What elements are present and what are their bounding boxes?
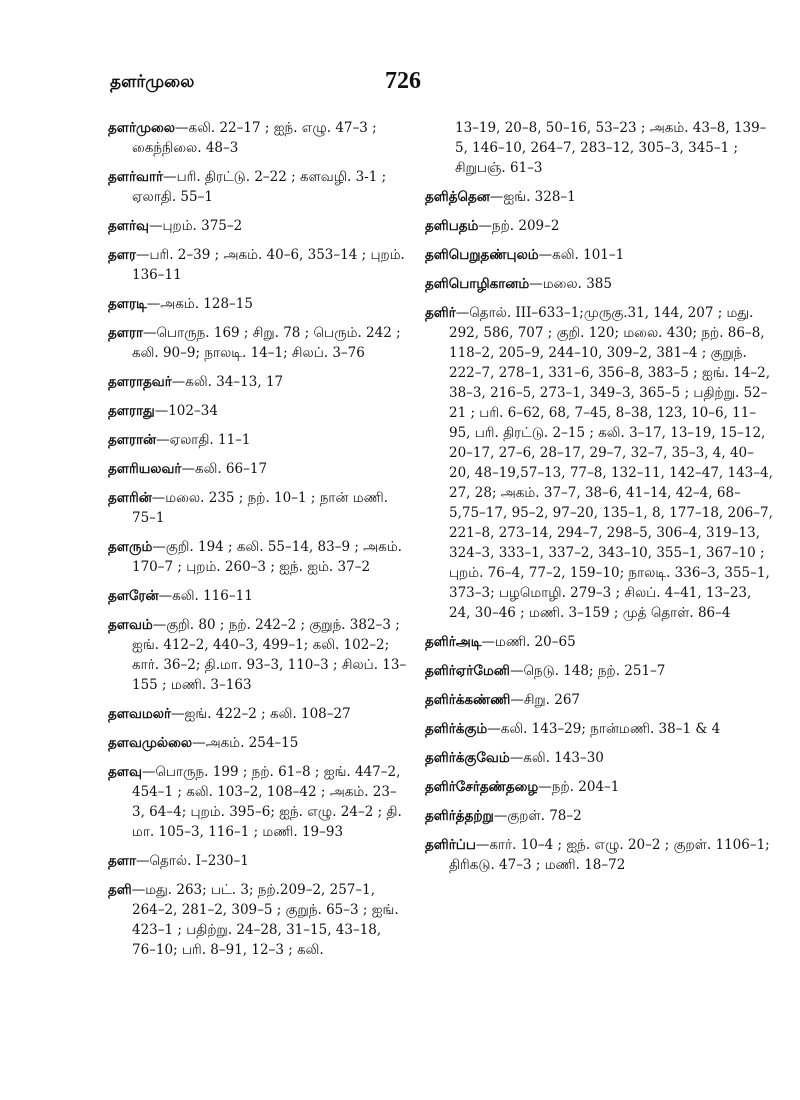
index-entry: [108, 880, 408, 960]
entry-references: —கலி. 101–1: [538, 247, 625, 263]
entry-references: —மது. 263; பட். 3; நற்.209–2, 257–1, 264–2, 281–2, 309–5 ; குறுந். 65–3 ; ஐங். 423–1 ; பதிற்று. 24–28, 31–15, 43–18, 76–10; பரி. 8–91, 12–3 ; கலி.: [131, 882, 399, 958]
entry-headword: தளிர்க்குவேம்: [425, 750, 510, 766]
running-head: தளர்முலை: [110, 72, 195, 92]
right-column: [425, 118, 775, 884]
entry-headword: தளவு: [108, 764, 142, 780]
entry-headword: தளிபொழிகானம்: [425, 276, 530, 292]
index-entry: [425, 777, 775, 797]
entry-references: —புறம். 375–2: [148, 218, 243, 234]
entry-references: —நெடு. 148; நற். 251–7: [509, 663, 666, 679]
entry-references: —பொருந. 199 ; நற். 61–8 ; ஐங். 447–2, 454–1 ; கலி. 103–2, 108–42 ; அகம். 23–3, 64–4; புறம். 395–6; ஐந். எழு. 24–2 ; தி. மா. 105–3, 116–1 ; மணி. 19–93: [132, 764, 402, 840]
entry-headword: தளிர்க்கண்ணி: [425, 692, 511, 708]
entry-headword: தளராதவர்: [108, 374, 172, 390]
entry-references: —ஐங். 422–2 ; கலி. 108–27: [171, 706, 351, 722]
entry-references: —ஐங். 328–1: [489, 189, 576, 205]
index-entry: [108, 118, 408, 158]
entry-references: —தொல். III–633–1;முருகு.31, 144, 207 ; மது. 292, 586, 707 ; குறி. 120; மலை. 430; நற். 86–8, 118–2, 205–9, 244–10, 309–2, 381–4 ; குறுந். 222–7, 278–1, 331–6, 356–8, 383–5 ; ஐங். 14–2, 38–3, 216–5, 273–1, 349–3, 365–5 ; பதிற்று. 52–21 ; பரி. 6–62, 68, 7–45, 8–38, 123, 10–6, 11–95, பரி. திரட்டு. 2–15 ; கலி. 3–17, 13–19, 15–12, 20–17, 27–6, 28–17, 29–7, 32–7, 35–3, 4, 40–20, 48–19,57–13, 77–8, 132–11, 142–47, 143–4, 27, 28; அகம். 37–7, 38–6, 41–14, 42–4, 68–5,75–17, 95–2, 97–20, 135–1, 8, 177–18, 206–7, 221–8, 273–14, 294–7, 298–5, 306–4, 319–13, 324–3, 333–1, 337–2, 343–10, 355–1, 367–10 ; புறம். 76–4, 77–2, 159–10; நாலடி. 336–3, 355–1, 373–3; பழமொழி. 279–3 ; சிலப். 4–41, 13–23, 24, 30–46 ; மணி. 3–159 ; முத் தொள். 86–4: [449, 305, 773, 621]
index-entry: [425, 303, 775, 623]
entry-references: —குறள். 78–2: [493, 808, 582, 824]
index-entry: [425, 690, 775, 710]
entry-headword: தளர்முலை: [108, 120, 175, 136]
index-entry: [108, 430, 408, 450]
index-entry: [108, 216, 408, 236]
index-entry: [108, 615, 408, 695]
entry-headword: தளி: [108, 882, 132, 898]
index-entry: [108, 537, 408, 577]
entry-references: —102–34: [154, 403, 218, 419]
index-entry: [425, 835, 775, 875]
entry-references: —கலி. 34–13, 17: [171, 374, 284, 390]
index-entry: [425, 748, 775, 768]
entry-references: —பரி. திரட்டு. 2–22 ; களவழி. 3-1 ; ஏலாதி. 55–1: [132, 169, 387, 205]
entry-headword: தளரா: [108, 325, 144, 341]
entry-references: —கலி. 66–17: [181, 461, 268, 477]
entry-headword: தளித்தென: [425, 189, 490, 205]
entry-headword: தளிர்ப்ப: [425, 837, 476, 853]
index-entry: [425, 661, 775, 681]
entry-headword: தளிர்அடி: [425, 634, 482, 650]
entry-references: —அகம். 254–15: [192, 735, 299, 751]
entry-headword: தளவமலர்: [108, 706, 172, 722]
index-entry: [108, 488, 408, 528]
entry-references: —கலி. 143–30: [509, 750, 604, 766]
entry-headword: தளிர்த்தற்று: [425, 808, 494, 824]
index-entry: [425, 274, 775, 294]
entry-references: —அகம். 128–15: [146, 296, 253, 312]
index-entry: [425, 118, 775, 178]
index-entry: [425, 719, 775, 739]
index-entry: [108, 704, 408, 724]
entry-references: —கலி. 116–11: [158, 588, 253, 604]
index-entry: [108, 372, 408, 392]
index-entry: [108, 586, 408, 606]
page-number: 726: [385, 68, 421, 94]
index-entry: [425, 806, 775, 826]
entry-references: —தொல். I–230–1: [136, 853, 249, 869]
index-entry: [425, 216, 775, 236]
entry-references: —நற். 204–1: [538, 779, 620, 795]
entry-headword: தளிர்ஏர்மேனி: [425, 663, 510, 679]
entry-headword: தளரின்: [108, 490, 152, 506]
entry-headword: தளரடி: [108, 296, 147, 312]
index-entry: [425, 187, 775, 207]
entry-headword: தளிர்க்கும்: [425, 721, 488, 737]
entry-references: —மலை. 235 ; நற். 10–1 ; நான் மணி. 75–1: [132, 490, 389, 526]
entry-headword: தளரான்: [108, 432, 157, 448]
entry-references: —சிறு. 267: [510, 692, 581, 708]
entry-references: —குறி. 80 ; நற். 242–2 ; குறுந். 382–3 ; ஐங். 412–2, 440–3, 499–1; கலி. 102–2; கார். 36–2; தி.மா. 93–3, 110–3 ; சிலப். 13–155 ; மணி. 3–163: [132, 617, 407, 693]
entry-headword: தளர: [108, 247, 136, 263]
entry-references: —கலி. 143–29; நான்மணி. 38–1 & 4: [487, 721, 721, 737]
entry-references: —குறி. 194 ; கலி. 55–14, 83–9 ; அகம். 170–7 ; புறம். 260–3 ; ஐந். ஐம். 37–2: [132, 539, 402, 575]
entry-references: —மணி. 20–65: [481, 634, 576, 650]
index-entry: [108, 294, 408, 314]
index-entry: [108, 167, 408, 207]
entry-headword: தளவமுல்லை: [108, 735, 193, 751]
entry-references: —மலை. 385: [529, 276, 612, 292]
entry-headword: தளர்வார்: [108, 169, 164, 185]
index-entry: [108, 323, 408, 363]
entry-headword: தளிபெறுதண்புலம்: [425, 247, 539, 263]
entry-headword: தளிபதம்: [425, 218, 479, 234]
index-entry: [108, 401, 408, 421]
index-entry: [108, 245, 408, 285]
index-entry: [425, 245, 775, 265]
left-column: [108, 118, 408, 969]
entry-references: —கலி. 22–17 ; ஐந். எழு. 47–3 ; கைந்நிலை. 48–3: [132, 120, 377, 156]
index-entry: [108, 459, 408, 479]
entry-headword: தளவம்: [108, 617, 153, 633]
entry-references: —பொருந. 169 ; சிறு. 78 ; பெரும். 242 ; கலி. 90–9; நாலடி. 14–1; சிலப். 3–76: [132, 325, 401, 361]
index-entry: [108, 733, 408, 753]
entry-references: 13–19, 20–8, 50–16, 53–23 ; அகம். 43–8, 139–5, 146–10, 264–7, 283–12, 305–3, 345–1 ; சிறுபஞ். 61–3: [455, 120, 767, 176]
index-entry: [108, 851, 408, 871]
entry-headword: தளரியலவர்: [108, 461, 182, 477]
entry-references: —ஏலாதி. 11–1: [156, 432, 251, 448]
entry-headword: தளரேன்: [108, 588, 159, 604]
entry-headword: தளர்வு: [108, 218, 149, 234]
entry-headword: தளராது: [108, 403, 155, 419]
entry-headword: தளிர்: [425, 305, 456, 321]
entry-headword: தளிர்சேர்தண்தழை: [425, 779, 539, 795]
entry-references: —கார். 10–4 ; ஐந். எழு. 20–2 ; குறள். 1106–1; திரிகடு. 47–3 ; மணி. 18–72: [449, 837, 770, 873]
entry-references: —பரி. 2–39 ; அகம். 40–6, 353–14 ; புறம். 136–11: [132, 247, 405, 283]
entry-headword: தளா: [108, 853, 137, 869]
entry-headword: தளரும்: [108, 539, 153, 555]
entry-references: —நற். 209–2: [478, 218, 560, 234]
index-entry: [108, 762, 408, 842]
index-entry: [425, 632, 775, 652]
